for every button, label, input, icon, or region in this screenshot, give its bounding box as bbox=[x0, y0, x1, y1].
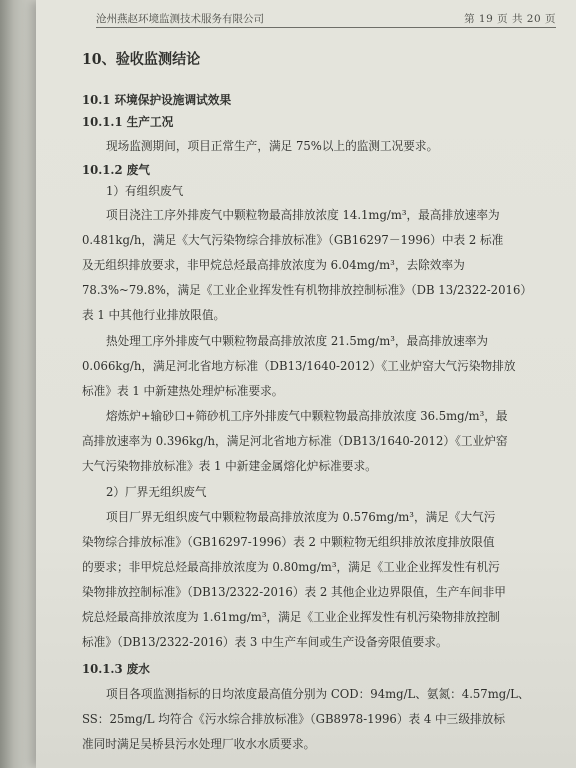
paragraph-line: 染物排放控制标准》（DB13/2322-2016）表 2 其他企业边界限值，生产车间非甲 bbox=[82, 585, 506, 599]
paragraph-line: 标准》（DB13/2322-2016）表 3 中生产车间或生产设备旁限值要求。 bbox=[82, 635, 448, 649]
paragraph-line: 标准》表 1 中新建热处理炉标准要求。 bbox=[82, 384, 284, 398]
paragraph-line: 及无组织排放要求，非甲烷总烃最高排放浓度为 6.04mg/m³，去除效率为 bbox=[82, 258, 465, 272]
subsection-10-1-title: 10.1 环境保护设施调试效果 bbox=[82, 93, 232, 107]
section-title: 10、验收监测结论 bbox=[82, 51, 201, 68]
document-page bbox=[36, 0, 576, 768]
paragraph-line: 项目各项监测指标的日均浓度最高值分别为 COD：94mg/L、氨氮：4.57mg/L、 bbox=[106, 687, 530, 701]
paragraph-line: 0.066kg/h，满足河北省地方标准（DB13/1640-2012）《工业炉窑大气污染物排放 bbox=[82, 359, 516, 373]
paragraph-line: 熔炼炉+输砂口+筛砂机工序外排废气中颗粒物最高排放浓度 36.5mg/m³，最 bbox=[106, 409, 508, 423]
paragraph-line: 0.481kg/h，满足《大气污染物综合排放标准》（GB16297－1996）中表 2 标准 bbox=[82, 233, 504, 247]
paragraph-line: 大气污染物排放标准》表 1 中新建金属熔化炉标准要求。 bbox=[82, 459, 377, 473]
subsection-10-1-1-title: 10.1.1 生产工况 bbox=[82, 115, 174, 129]
organized-exhaust-title: 1）有组织废气 bbox=[106, 184, 184, 198]
header-page-number: 第 19 页 共 20 页 bbox=[464, 13, 556, 25]
paragraph-line: 项目浇注工序外排废气中颗粒物最高排放浓度 14.1mg/m³，最高排放速率为 bbox=[106, 208, 500, 222]
paragraph-line: 表 1 中其他行业排放限值。 bbox=[82, 308, 226, 322]
paragraph-line: 染物综合排放标准》（GB16297-1996）表 2 中颗粒物无组织排放浓度排放限值 bbox=[82, 535, 495, 549]
paragraph-line: 高排放速率为 0.396kg/h，满足河北省地方标准（DB13/1640-2012）《工业炉窑 bbox=[82, 434, 508, 448]
paragraph-line: 的要求；非甲烷总烃最高排放浓度为 0.80mg/m³，满足《工业企业挥发性有机污 bbox=[82, 560, 500, 574]
header-rule bbox=[96, 27, 556, 28]
paragraph-line: 78.3%~79.8%，满足《工业企业挥发性有机物排放控制标准》（DB 13/2322-2016） bbox=[82, 283, 533, 297]
paragraph-line: SS：25mg/L 均符合《污水综合排放标准》（GB8978-1996）表 4 中三级排放标 bbox=[82, 712, 506, 726]
paragraph-line: 准同时满足吴桥县污水处理厂收水水质要求。 bbox=[82, 737, 316, 751]
page-header bbox=[96, 9, 556, 27]
operating-condition-text: 现场监测期间，项目正常生产，满足 75%以上的监测工况要求。 bbox=[106, 139, 439, 153]
header-company: 沧州燕赵环境监测技术服务有限公司 bbox=[96, 13, 264, 25]
subsection-10-1-3-title: 10.1.3 废水 bbox=[82, 662, 150, 676]
paragraph-line: 项目厂界无组织废气中颗粒物最高排放浓度为 0.576mg/m³，满足《大气污 bbox=[106, 510, 496, 524]
paragraph-line: 热处理工序外排废气中颗粒物最高排放浓度 21.5mg/m³，最高排放速率为 bbox=[106, 334, 489, 348]
subsection-10-1-2-title: 10.1.2 废气 bbox=[82, 163, 150, 177]
paragraph-line: 烷总烃最高排放浓度为 1.61mg/m³，满足《工业企业挥发性有机污染物排放控制 bbox=[82, 610, 500, 624]
fugitive-exhaust-title: 2）厂界无组织废气 bbox=[106, 485, 207, 499]
